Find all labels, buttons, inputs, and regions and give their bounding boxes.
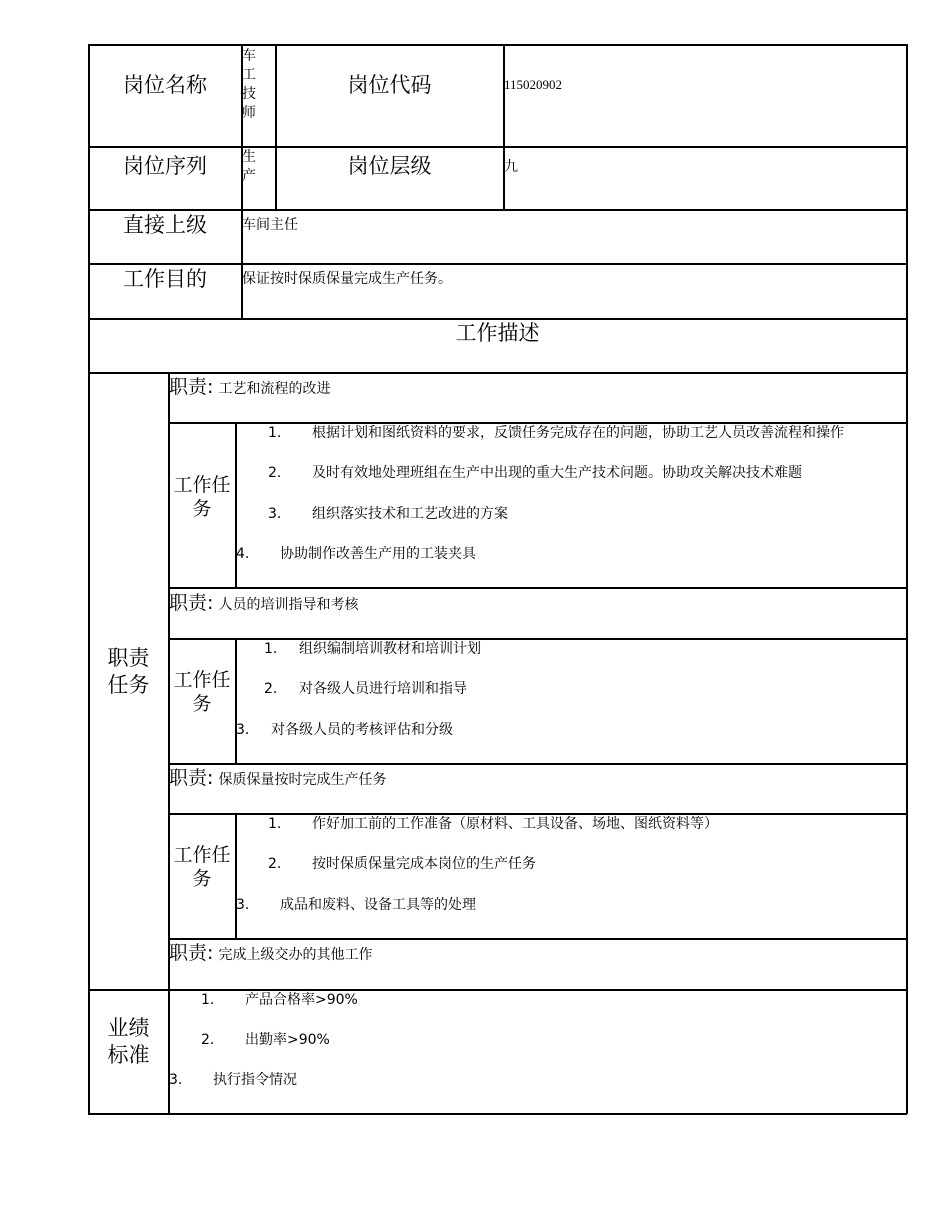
task-text: 对各级人员的考核评估和分级 [271,722,453,738]
position-sequence-label: 岗位序列 [123,154,207,178]
task-label-line2: 务 [192,498,212,520]
task-text: 组织落实技术和工艺改进的方案 [312,506,508,522]
border-line [88,44,907,46]
duty-heading [169,944,373,963]
task-number: 2. [268,856,282,872]
duty-text: 完成上级交办的其他工作 [218,947,373,963]
border-line [168,938,907,940]
task-text: 按时保质保量完成本岗位的生产任务 [312,856,536,872]
performance-number: 2. [201,1032,215,1048]
performance-number: 1. [201,992,215,1008]
task-number: 1. [268,816,282,832]
border-line [88,372,907,374]
task-number: 1. [268,425,282,441]
task-label [169,668,235,716]
task-text: 对各级人员进行培训和指导 [299,681,467,697]
performance-text: 出勤率>90% [245,1032,330,1048]
border-line [235,638,237,764]
border-line [168,422,907,424]
performance-label-line1: 业绩 [107,1016,150,1040]
task-number: 2. [268,465,282,481]
task-text: 根据计划和图纸资料的要求，反馈任务完成存在的问题，协助工艺人员改善流程和操作 [312,425,844,441]
task-text: 协助制作改善生产用的工装夹具 [280,546,476,562]
task-number: 4. [236,546,250,562]
position-code-value: 115020902 [504,77,563,92]
border-line [235,422,237,588]
duty-text: 人员的培训指导和考核 [218,597,359,613]
border-line [503,44,505,210]
border-line [235,813,237,939]
direct-superior-label: 直接上级 [123,213,207,237]
duty-heading [169,594,359,613]
duties-section-label-line1: 职责 [107,646,150,670]
task-text: 及时有效地处理班组在生产中出现的重大生产技术问题。协助攻关解决技术难题 [312,465,802,481]
duty-title: 职责: [169,592,214,614]
task-label-line2: 务 [192,868,212,890]
border-line [88,1113,907,1115]
position-level-label: 岗位层级 [347,154,432,178]
border-line [168,763,907,765]
duty-heading [169,378,331,397]
work-description-title: 工作描述 [455,321,540,345]
border-line [168,587,907,589]
task-number: 2. [264,681,278,697]
duties-section-label [89,645,168,699]
task-text: 组织编制培训教材和培训计划 [299,641,481,657]
task-text: 成品和废料、设备工具等的处理 [280,897,476,913]
border-line [275,44,277,210]
border-line [88,318,907,320]
border-line [88,263,907,265]
position-sequence-value: 生产 [242,149,256,184]
work-purpose-label: 工作目的 [123,267,207,291]
task-label [169,843,235,891]
border-line [168,638,907,640]
task-label [169,473,235,521]
duty-heading [169,769,387,788]
performance-text: 产品合格率>90% [245,992,358,1008]
task-label-line1: 工作任 [173,474,231,496]
performance-label-line2: 标准 [107,1043,150,1067]
performance-text: 执行指令情况 [213,1072,297,1088]
position-level-value: 九 [504,159,518,175]
performance-number: 3. [169,1072,183,1088]
task-label-line1: 工作任 [173,669,231,691]
duty-text: 保质保量按时完成生产任务 [218,772,387,788]
duties-section-label-line2: 任务 [107,673,150,697]
work-purpose-value: 保证按时保质保量完成生产任务。 [242,271,452,287]
performance-label [89,1015,168,1069]
task-number: 3. [268,506,282,522]
duty-title: 职责: [169,767,214,789]
duty-title: 职责: [169,942,214,964]
position-name-value: 车工技师 [242,48,256,121]
duty-title: 职责: [169,376,214,398]
border-line [168,813,907,815]
task-label-line1: 工作任 [173,844,231,866]
task-number: 1. [264,641,278,657]
position-code-label: 岗位代码 [347,73,432,97]
position-name-label: 岗位名称 [123,73,207,97]
task-number: 3. [236,897,250,913]
duty-text: 工艺和流程的改进 [218,381,331,397]
task-text: 作好加工前的工作准备（原材料、工具设备、场地、图纸资料等） [312,816,718,832]
direct-superior-value: 车间主任 [242,217,298,233]
border-line [88,44,90,1114]
task-number: 3. [236,722,250,738]
border-line [88,209,907,211]
border-line [88,989,907,991]
border-line [88,146,907,148]
border-line [906,44,908,1114]
task-label-line2: 务 [192,693,212,715]
